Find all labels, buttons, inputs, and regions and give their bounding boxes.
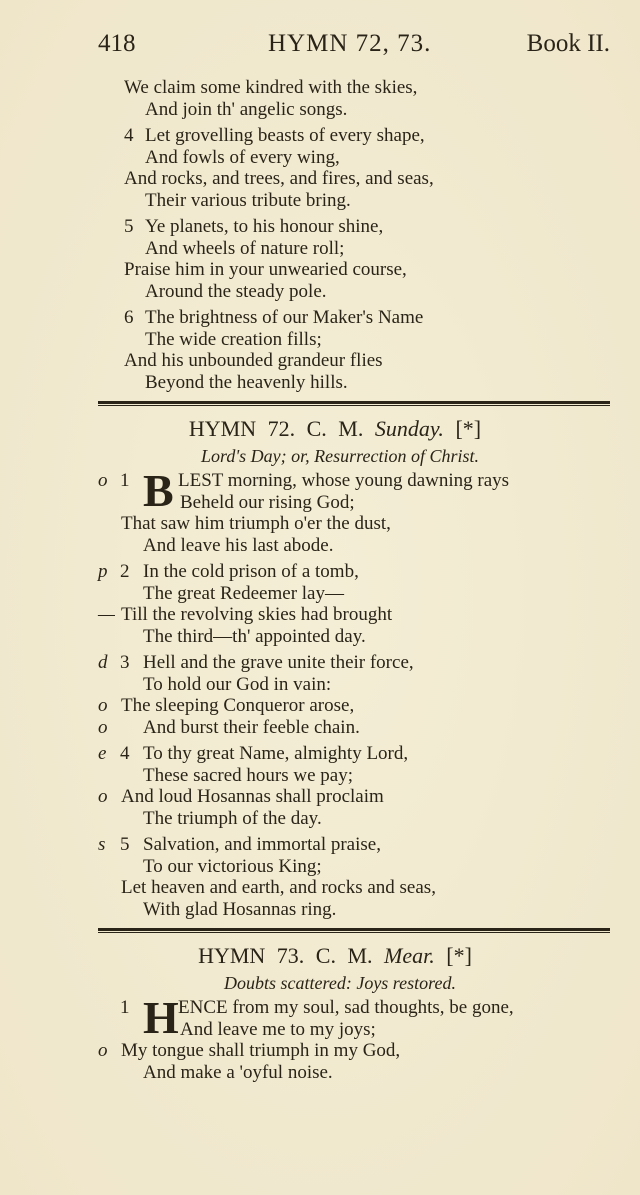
line-text: With glad Hosannas ring. xyxy=(143,898,337,920)
line-text: That saw him triumph o'er the dust, xyxy=(121,513,391,534)
stanza xyxy=(0,561,640,647)
hymn-subtitle: Doubts scattered: Joys restored. xyxy=(224,973,456,993)
hymn-meter: C. M. xyxy=(306,416,364,441)
line-text: These sacred hours we pay; xyxy=(143,764,353,786)
dynamic-mark: o xyxy=(98,716,108,738)
line-text: And burst their feeble chain. xyxy=(143,716,360,738)
line-text: And wheels of nature roll; xyxy=(145,237,345,259)
verse-number: 1 xyxy=(120,470,130,491)
line-text: ENCE from my soul, sad thoughts, be gone, xyxy=(178,997,514,1018)
stanza xyxy=(0,834,640,920)
verse-line xyxy=(0,583,640,605)
hymn-title xyxy=(30,414,640,444)
verse-line xyxy=(0,695,640,717)
stanza xyxy=(0,652,640,738)
hymn-tune: Sunday. xyxy=(374,416,444,441)
verse-line xyxy=(0,604,640,626)
verse-line xyxy=(0,1040,640,1062)
verse-number: 4 xyxy=(120,743,130,764)
line-text: And leave his last abode. xyxy=(143,534,334,556)
verse-number: 4 xyxy=(124,125,134,146)
hymn-subtitle: Lord's Day; or, Resurrection of Christ. xyxy=(200,446,480,466)
section-0 xyxy=(0,77,640,393)
verse-line xyxy=(0,238,640,260)
verse-line xyxy=(0,147,640,169)
line-text: And fowls of every wing, xyxy=(145,146,340,168)
hymn-meter: C. M. xyxy=(315,943,373,968)
verse-line xyxy=(0,99,640,121)
verse-line xyxy=(0,372,640,394)
verse-line xyxy=(0,561,640,583)
dynamic-mark: o xyxy=(98,470,108,491)
verse-line xyxy=(0,77,640,99)
dynamic-mark: e xyxy=(98,743,107,764)
drop-cap: H xyxy=(143,992,179,1043)
verse-line xyxy=(0,168,640,190)
line-text: And loud Hosannas shall proclaim xyxy=(121,786,384,807)
verse-line xyxy=(0,281,640,303)
line-text: Salvation, and immortal praise, xyxy=(143,834,381,855)
line-text: The third—th' appointed day. xyxy=(143,625,366,647)
section-divider xyxy=(98,928,610,933)
book-label: Book II. xyxy=(526,30,610,57)
verse-line xyxy=(0,307,640,329)
line-text: We claim some kindred with the skies, xyxy=(124,77,418,98)
drop-cap: B xyxy=(143,465,174,516)
line-text: Beyond the heavenly hills. xyxy=(145,371,348,393)
line-text: To thy great Name, almighty Lord, xyxy=(143,743,409,764)
line-text: Let heaven and earth, and rocks and seas, xyxy=(121,877,436,898)
line-text: Their various tribute bring. xyxy=(145,189,351,211)
dynamic-mark: o xyxy=(98,1040,108,1061)
verse-line xyxy=(0,190,640,212)
line-text: The triumph of the day. xyxy=(143,807,322,829)
dynamic-mark: d xyxy=(98,652,108,673)
line-text: Let grovelling beasts of every shape, xyxy=(145,125,425,146)
line-text: The wide creation fills; xyxy=(145,328,322,350)
line-text: The great Redeemer lay— xyxy=(143,582,344,604)
verse-line xyxy=(0,329,640,351)
hymn-tune: Mear. xyxy=(384,943,435,968)
hymn-number: HYMN 72. xyxy=(188,416,296,441)
verse-line xyxy=(0,125,640,147)
dynamic-mark: o xyxy=(98,695,108,716)
stanza xyxy=(0,125,640,211)
section-2 xyxy=(0,928,640,1083)
hymn-title xyxy=(30,941,640,971)
verse-line xyxy=(0,513,640,535)
line-text: LEST morning, whose young dawning rays xyxy=(178,470,510,491)
line-text: The sleeping Conqueror arose, xyxy=(121,695,355,716)
hymn-number: HYMN 73. xyxy=(198,943,305,968)
section-1 xyxy=(0,401,640,920)
line-text: And his unbounded grandeur flies xyxy=(124,350,383,371)
line-text: Till the revolving skies had brought xyxy=(121,604,393,625)
verse-line xyxy=(0,626,640,648)
verse-line xyxy=(0,1062,640,1084)
verse-line xyxy=(0,808,640,830)
hymn-text xyxy=(0,77,640,1088)
section-divider xyxy=(98,401,610,406)
line-text: Beheld our rising God; xyxy=(180,491,355,513)
running-title: HYMN 72, 73. xyxy=(268,30,432,57)
verse-line xyxy=(0,350,640,372)
dynamic-mark: p xyxy=(98,561,108,582)
dynamic-mark: — xyxy=(98,604,115,625)
verse-number: 5 xyxy=(120,834,130,855)
verse-line xyxy=(0,674,640,696)
hymn-marker: [*] xyxy=(455,416,482,441)
line-text: And join th' angelic songs. xyxy=(145,98,348,120)
stanza xyxy=(0,77,640,120)
line-text: And rocks, and trees, and fires, and seas, xyxy=(124,168,434,189)
line-text: And make a 'oyful noise. xyxy=(143,1061,333,1083)
verse-line xyxy=(0,877,640,899)
line-text: Praise him in your unwearied course, xyxy=(124,259,407,280)
line-text: Around the steady pole. xyxy=(145,280,327,302)
verse-number: 1 xyxy=(120,997,130,1018)
verse-number: 6 xyxy=(124,307,134,328)
verse-line xyxy=(0,492,640,514)
verse-line xyxy=(0,717,640,739)
verse-line xyxy=(0,1019,640,1041)
line-text: To our victorious King; xyxy=(143,855,322,877)
dynamic-mark: s xyxy=(98,834,106,855)
verse-line xyxy=(0,765,640,787)
verse-line xyxy=(0,259,640,281)
verse-line xyxy=(0,743,640,765)
verse-line xyxy=(0,535,640,557)
line-text: And leave me to my joys; xyxy=(180,1018,376,1040)
verse-number: 2 xyxy=(120,561,130,582)
line-text: In the cold prison of a tomb, xyxy=(143,561,359,582)
verse-number: 3 xyxy=(120,652,130,673)
stanza xyxy=(0,216,640,302)
verse-line xyxy=(0,652,640,674)
line-text: The brightness of our Maker's Name xyxy=(145,307,424,328)
verse-line xyxy=(0,899,640,921)
line-text: To hold our God in vain: xyxy=(143,673,332,695)
verse-number: 5 xyxy=(124,216,134,237)
stanza xyxy=(0,743,640,829)
verse-line xyxy=(0,856,640,878)
running-header xyxy=(98,30,610,60)
stanza xyxy=(0,307,640,393)
verse-line xyxy=(0,834,640,856)
page-number: 418 xyxy=(98,30,136,57)
verse-line xyxy=(0,786,640,808)
line-text: Ye planets, to his honour shine, xyxy=(145,216,384,237)
hymn-marker: [*] xyxy=(446,943,472,968)
dynamic-mark: o xyxy=(98,786,108,807)
verse-line xyxy=(0,216,640,238)
stanza xyxy=(0,465,640,556)
stanza xyxy=(0,992,640,1083)
line-text: My tongue shall triumph in my God, xyxy=(121,1040,401,1061)
line-text: Hell and the grave unite their force, xyxy=(143,652,414,673)
